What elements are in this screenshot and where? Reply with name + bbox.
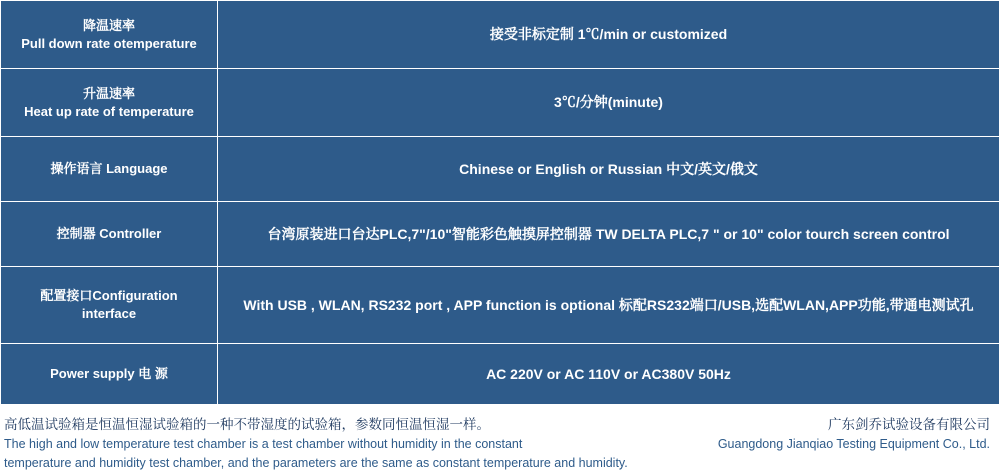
row-label-cn: 控制器 Controller bbox=[56, 226, 162, 242]
table-row bbox=[1, 344, 1000, 405]
row-label-cn: 升温速率 bbox=[82, 85, 135, 101]
table-row bbox=[1, 69, 1000, 137]
company-name-cn: 广东剑乔试验设备有限公司 bbox=[828, 417, 990, 432]
table-row bbox=[1, 137, 1000, 202]
company-name bbox=[718, 415, 996, 454]
footer-description-en-line1: The high and low temperature test chamber is a test chamber without humidity in the constant bbox=[4, 437, 523, 452]
row-label-cell bbox=[1, 202, 218, 267]
row-value-cell: 3℃/分钟(minute) bbox=[218, 69, 1000, 137]
row-value-cell: AC 220V or AC 110V or AC380V 50Hz bbox=[218, 344, 1000, 405]
footer-description-en-line2: temperature and humidity test chamber, and the parameters are the same as constant temperature and humidity. bbox=[4, 456, 628, 470]
table-row bbox=[1, 267, 1000, 344]
table-row bbox=[1, 1, 1000, 69]
row-label-cn: 降温速率 bbox=[82, 17, 135, 33]
row-label-cell bbox=[1, 137, 218, 202]
row-label-cell bbox=[1, 1, 218, 69]
row-label-cell bbox=[1, 267, 218, 344]
footer-description-cn: 高低温试验箱是恒温恒湿试验箱的一种不带湿度的试验箱，参数同恒温恒湿一样。 bbox=[4, 417, 490, 432]
row-label-cn: 操作语言 Language bbox=[50, 161, 168, 177]
row-label-en: interface bbox=[81, 306, 137, 321]
row-label-cell bbox=[1, 69, 218, 137]
footer bbox=[0, 405, 1000, 473]
row-label-en: Pull down rate otemperature bbox=[21, 35, 197, 51]
row-value-cell: 台湾原装进口台达PLC,7"/10"智能彩色触摸屏控制器 TW DELTA PLC,7 " or 10" color tourch screen control bbox=[218, 202, 1000, 267]
row-label-cn: 配置接口Configuration bbox=[40, 288, 178, 304]
row-value-cell: 接受非标定制 1℃/min or customized bbox=[218, 1, 1000, 69]
footer-description bbox=[4, 415, 628, 473]
table-row bbox=[1, 202, 1000, 267]
row-value-cell: With USB , WLAN, RS232 port , APP function is optional 标配RS232端口/USB,选配WLAN,APP功能,带通电测试孔 bbox=[218, 267, 1000, 344]
row-label-cell bbox=[1, 344, 218, 405]
row-label-cn: Power supply 电 源 bbox=[50, 366, 168, 382]
row-value-cell: Chinese or English or Russian 中文/英文/俄文 bbox=[218, 137, 1000, 202]
company-name-en: Guangdong Jianqiao Testing Equipment Co., Ltd. bbox=[717, 437, 990, 452]
row-label-en: Heat up rate of temperature bbox=[24, 103, 194, 119]
